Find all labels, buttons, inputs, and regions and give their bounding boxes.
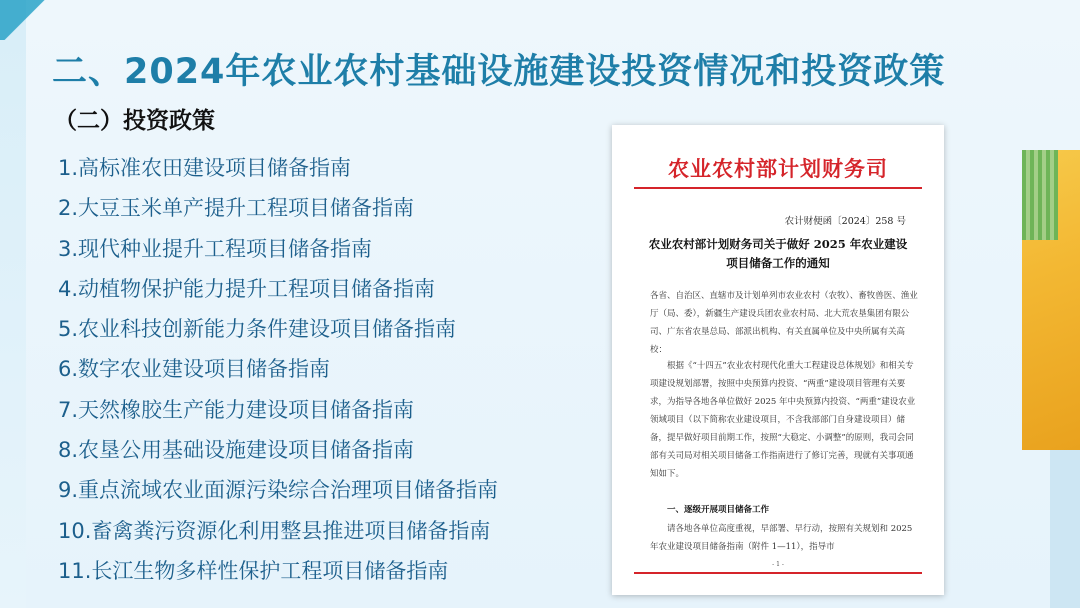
document-body-continued: 请各地各单位高度重视，早部署、早行动，按照有关规划和 2025 年农业建设项目储备指南（附件 1—11），指导市	[650, 524, 913, 552]
document-section-heading: 一、逐级开展项目储备工作	[667, 505, 770, 515]
document-title-line: 项目储备工作的通知	[726, 256, 830, 270]
page-number: - 1 -	[772, 561, 784, 568]
left-decorative-band	[0, 0, 26, 608]
list-item: 2.大豆玉米单产提升工程项目储备指南	[58, 196, 415, 221]
right-decorative-field	[1022, 150, 1058, 240]
guide-list	[58, 148, 498, 591]
corner-decoration	[0, 0, 70, 40]
list-item: 3.现代种业提升工程项目储备指南	[58, 236, 373, 261]
slide-subtitle: （二）投资政策	[54, 108, 215, 134]
document-title	[642, 235, 914, 273]
document-body: 根据《“十四五”农业农村现代化重大工程建设总体规划》和相关专项建设规划部署，按照中央预算内投资、“两重”建设项目管理有关要求，为指导各地各单位做好 2025 年中央预算内投资、“两重”建设农业领域项目（以下简称农业建设项目，不含我部部门自身建设项目）储备，提早做好项目前期工作，按照“大稳定、小调整”的原则，我司会同部有关司局对相关项目储备工作指南进行了修订完善，现就有关事项通知如下。	[650, 361, 916, 479]
document-number: 农计财便函〔2024〕258 号	[784, 216, 906, 227]
list-item: 10.畜禽粪污资源化利用整县推进项目储备指南	[58, 518, 491, 543]
list-item: 7.天然橡胶生产能力建设项目储备指南	[58, 397, 415, 422]
list-item: 1.高标准农田建设项目储备指南	[58, 156, 352, 180]
slide-title: 二、2024年农业农村基础设施建设投资情况和投资政策	[52, 52, 946, 92]
document-title-line: 农业农村部计划财务司关于做好 2025 年农业建设	[648, 237, 908, 251]
document-image	[612, 125, 944, 595]
list-item: 6.数字农业建设项目储备指南	[58, 357, 331, 382]
list-item: 9.重点流域农业面源污染综合治理项目储备指南	[58, 478, 499, 503]
list-item: 11.长江生物多样性保护工程项目储备指南	[58, 558, 449, 583]
header-divider	[634, 187, 922, 189]
list-item: 4.动植物保护能力提升工程项目储备指南	[58, 276, 436, 301]
footer-divider	[634, 572, 922, 574]
right-decorative-band	[1050, 450, 1080, 608]
document-addressees: 各省、自治区、直辖市及计划单列市农业农村（农牧）、畜牧兽医、渔业厅（局、委），新疆生产建设兵团农业农村局、北大荒农垦集团有限公司、广东省农垦总局、部派出机构、有关直属单位及中央所属有关高校：	[650, 291, 918, 355]
list-item: 5.农业科技创新能力条件建设项目储备指南	[58, 317, 457, 342]
document-header: 农业农村部计划财务司	[668, 156, 888, 181]
list-item: 8.农垦公用基础设施建设项目储备指南	[58, 438, 415, 463]
